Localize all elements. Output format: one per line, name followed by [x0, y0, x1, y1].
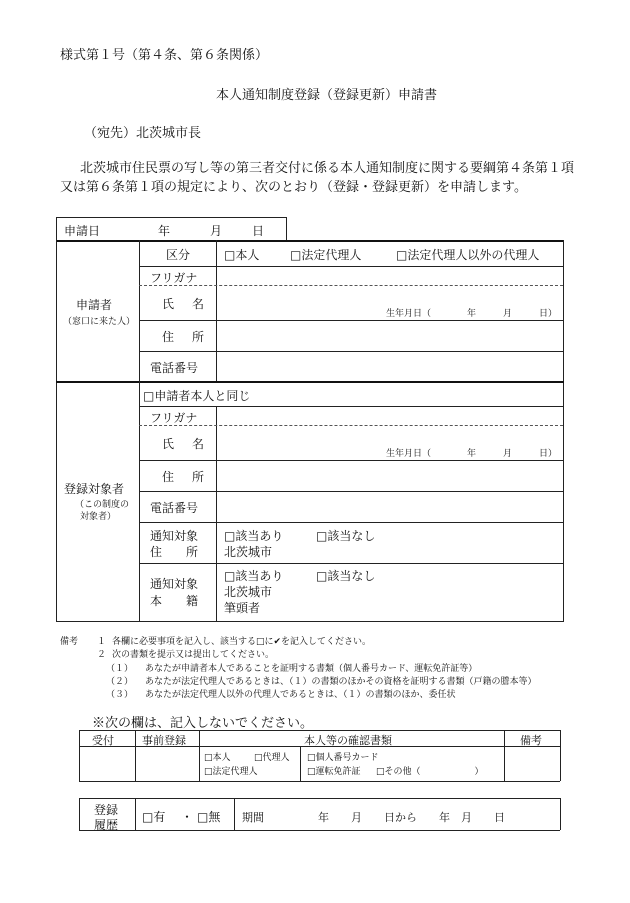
applicant-row-dash-furigana [139, 285, 563, 286]
date-row-top-border [56, 217, 286, 218]
subnote-3-text: あなたが法定代理人以外の代理人であるときは、（１）の書類のほか、委任状 [145, 690, 456, 700]
registrant-name-label-b: 名 [192, 437, 205, 451]
history-label-2: 履歴 [94, 818, 119, 832]
main-table-bottom-border [56, 621, 564, 622]
applicant-section-sublabel: （窓口に来た人） [63, 317, 136, 327]
office-check-drivers-license[interactable]: □運転免許証 [307, 767, 361, 777]
office-table-left-border [79, 730, 80, 781]
history-box-left-border [79, 798, 80, 830]
registrant-name-label-a: 氏 [162, 437, 175, 451]
column-divider-2-registrant [216, 406, 217, 621]
history-box-divider-1 [135, 798, 136, 830]
notify-honseki-label-2: 本 籍 [150, 594, 199, 608]
notes-title: 備考 [60, 637, 79, 647]
col-uketsuke: 受付 [92, 734, 114, 747]
office-table-divider-1 [135, 730, 136, 781]
kubun-option-legal-rep[interactable]: □法定代理人 [290, 248, 362, 262]
section-separator [56, 381, 564, 383]
subnote-1-text: あなたが申請者本人であることを証明する書類（個人番号カード、運転免許証等） [145, 664, 478, 674]
notify-address-city: 北茨城市 [224, 545, 273, 559]
date-month-label: 月 [210, 224, 223, 238]
applicant-furigana-label: フリガナ [150, 271, 198, 285]
application-date-label: 申請日 [64, 224, 101, 238]
applicant-address-label-a: 住 [162, 330, 175, 344]
date-day-label: 日 [252, 224, 265, 238]
office-check-legal-rep[interactable]: □法定代理人 [204, 767, 258, 777]
registrant-row-line-5 [139, 522, 563, 523]
form-title: 本人通知制度登録（登録更新）申請書 [216, 88, 438, 103]
office-table-right-border [560, 730, 561, 781]
same-as-applicant-checkbox[interactable]: □申請者本人と同じ [143, 389, 251, 403]
applicant-birthdate: 生年月日（ 年 月 日） [386, 309, 558, 319]
history-box-right-border [560, 798, 561, 830]
col-pre-registration: 事前登録 [142, 734, 186, 747]
history-box-bottom-border [79, 830, 560, 831]
note-1-number: １ [97, 637, 107, 647]
applicant-name-label-b: 名 [192, 297, 205, 311]
main-table-top-border [56, 240, 564, 242]
registrant-address-label-b: 所 [192, 470, 205, 484]
applicant-row-line-3 [139, 320, 563, 321]
registrant-section-sublabel-1: （この制度の [75, 500, 130, 510]
notify-address-label-2: 住 所 [150, 545, 199, 559]
period-date-range: 年 月 日から 年 月 日 [318, 811, 505, 824]
main-table-left-border [56, 240, 57, 621]
notify-honseki-no-checkbox[interactable]: □該当なし [316, 569, 376, 583]
registrant-address-label-a: 住 [162, 470, 175, 484]
subnote-3-number: （３） [106, 690, 134, 700]
notify-honseki-label-1: 通知対象 [150, 577, 199, 591]
note-2-text: 次の書類を提示又は提出してください。 [112, 650, 275, 660]
body-text-line2: 又は第６条第１項の規定により、次のとおり（登録・登録更新）を申請します。 [60, 180, 527, 195]
registrant-row-dash-furigana [139, 425, 563, 426]
registrant-birthdate: 生年月日（ 年 月 日） [386, 449, 558, 459]
date-year-label: 年 [158, 224, 171, 238]
kubun-option-self[interactable]: □本人 [224, 248, 260, 262]
date-row-right-border [286, 217, 287, 241]
applicant-name-label-a: 氏 [162, 297, 175, 311]
col-remarks: 備考 [520, 734, 542, 747]
kubun-label: 区分 [166, 248, 191, 262]
applicant-row-line-4 [139, 351, 563, 352]
notify-address-yes-checkbox[interactable]: □該当あり [224, 529, 284, 543]
notify-honseki-yes-checkbox[interactable]: □該当あり [224, 569, 284, 583]
addressee: （宛先）北茨城市長 [84, 126, 202, 141]
registrant-section-label: 登録対象者 [64, 482, 125, 496]
notify-honseki-head-of-family: 筆頭者 [224, 601, 261, 615]
office-check-mynumber-card[interactable]: □個人番号カード [307, 753, 379, 763]
history-label-1: 登録 [94, 803, 119, 817]
office-check-agent[interactable]: □代理人 [254, 753, 290, 763]
history-no-checkbox[interactable]: □無 [197, 810, 221, 824]
main-table-right-border [563, 240, 564, 621]
subnote-2-text: あなたが法定代理人であるときは、（１）の書類のほかその資格を証明する書類（戸籍の謄本等） [145, 677, 537, 687]
body-text-line1: 北茨城市住民票の写し等の第三者交付に係る本人通知制度に関する要綱第４条第１項 [80, 161, 575, 176]
office-table-top-border [79, 730, 560, 731]
date-row-left-border [56, 217, 57, 241]
applicant-address-label-b: 所 [192, 330, 205, 344]
col-id-documents: 本人等の確認書類 [304, 734, 392, 747]
history-box-top-border [79, 798, 560, 799]
applicant-row-line-1 [139, 266, 563, 267]
office-table-bottom-border [79, 781, 560, 782]
column-divider-2-applicant [216, 240, 217, 381]
notify-address-no-checkbox[interactable]: □該当なし [316, 529, 376, 543]
history-yes-checkbox[interactable]: □有 [142, 810, 166, 824]
registrant-furigana-label: フリガナ [150, 411, 198, 425]
subnote-1-number: （１） [106, 664, 134, 674]
registrant-row-line-3 [139, 460, 563, 461]
registrant-phone-label: 電話番号 [150, 501, 199, 515]
office-table-divider-3 [504, 730, 505, 781]
kubun-option-other-agent[interactable]: □法定代理人以外の代理人 [396, 248, 540, 262]
registrant-row-line-4 [139, 491, 563, 492]
history-box-divider-2 [234, 798, 235, 830]
registrant-section-sublabel-2: 対象者） [80, 512, 117, 522]
office-check-other[interactable]: □その他（ ） [376, 767, 484, 777]
office-table-divider-2 [199, 730, 200, 781]
office-use-heading: ※次の欄は、記入しないでください。 [92, 716, 314, 731]
note-1-text: 各欄に必要事項を記入し、該当する□に✔を記入してください。 [112, 637, 372, 647]
notify-honseki-city: 北茨城市 [224, 585, 273, 599]
subnote-2-number: （２） [106, 677, 134, 687]
applicant-phone-label: 電話番号 [150, 361, 199, 375]
period-label: 期間 [242, 811, 264, 824]
form-number: 様式第１号（第４条、第６条関係） [60, 48, 269, 63]
registrant-row-line-6 [139, 563, 563, 564]
history-separator-dot: ・ [181, 810, 194, 824]
applicant-section-label: 申請者 [76, 298, 113, 312]
note-2-number: ２ [97, 650, 107, 660]
office-check-self[interactable]: □本人 [204, 753, 231, 763]
office-table-divider-inner [300, 746, 301, 781]
notify-address-label-1: 通知対象 [150, 529, 199, 543]
registrant-row-line-1 [139, 406, 563, 407]
